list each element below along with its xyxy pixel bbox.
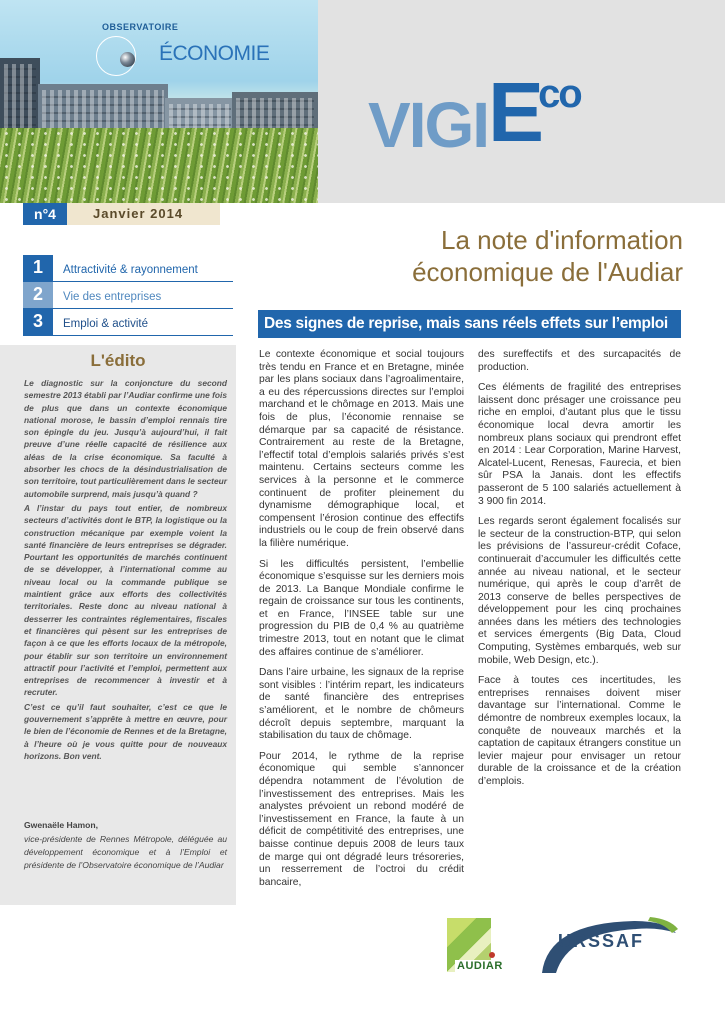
masthead-co: co (538, 72, 581, 116)
title-line-1: La note d'information (440, 225, 683, 255)
observatoire-label: OBSERVATOIRE (102, 22, 179, 32)
section-item-attractivite[interactable] (23, 255, 233, 282)
title-line-2: économique de l'Audiar (412, 257, 683, 287)
section-number: 1 (23, 255, 53, 281)
signer-role: vice-présidente de Rennes Métropole, déléguée au développement économique et à l’Emploi et présidente de l’Observatoire économique de l’Audiar (24, 834, 227, 870)
masthead-e: E (488, 65, 543, 159)
edito-paragraph: Le diagnostic sur la conjoncture du second semestre 2013 établi par l’Audiar confirme une fois de plus que dans un contexte économique national morose, le bassin d’emploi rennais tire son épingle du jeu. Jusqu’à aujourd’hui, il fait preuve d’une réelle capacité de résilience aux aléas de la crise économique. Sa faculté à absorber les chocs de la désindustrialisation de son territoire, tout particulièrement dans le secteur automobile surprend, mais jusqu’à quand ? (24, 378, 227, 499)
edito-box (0, 345, 236, 905)
section-list (23, 255, 233, 336)
edito-paragraph: C’est ce qu’il faut souhaiter, c’est ce que le gouvernement s’apprête à mettre en œuvre, pour le bien de l’économie de Rennes et de la Bretagne, à l’heure où je vous quitte pour de nouveaux horizons. Bon vent. (24, 701, 227, 761)
urssaf-logo (530, 915, 680, 975)
article-column-2 (478, 349, 681, 797)
section-label: Emploi & activité (63, 318, 149, 330)
observatoire-logo (96, 22, 276, 82)
issue-bar (23, 203, 220, 225)
article-headline: Des signes de reprise, mais sans réels effets sur l’emploi (258, 310, 681, 338)
urssaf-logo-text: URSSAF (558, 931, 645, 951)
header-photo (0, 0, 318, 203)
article-paragraph: Si les difficultés persistent, l’embellie économique s’esquisse sur les derniers mois de 2013. La Banque Mondiale confirme le regain de croissance sur tous les continents, et en France, l’INSEE table sur une progression du PIB de 0,4 % au quatrième trimestre 2013, tout en notant que le climat des affaires continue de s’améliorer. (259, 558, 464, 658)
article-paragraph: Face à toutes ces incertitudes, les entreprises rennaises doivent miser davantage sur l’international. Comme le démontre de nombreux exemples locaux, la conquête de nouveaux marchés et la captation de capitaux étrangers constitue un levier majeur pour envisager un retour durable de la croissance et de la création d’emplois. (478, 675, 681, 787)
edito-signature (24, 819, 227, 872)
audiar-logo (447, 918, 537, 974)
edito-heading: L'édito (90, 351, 146, 370)
section-item-emploi[interactable] (23, 309, 233, 336)
masthead (318, 0, 725, 203)
section-number: 3 (23, 309, 53, 335)
audiar-dot-icon (489, 952, 495, 958)
edito-paragraph: A l’instar du pays tout entier, de nombreux secteurs d’activités dont le BTP, la logistique ou la construction mécanique par exemple voient la santé financière de leurs entreprises se dégrader. Pourtant les opportunités de marchés continuent de se développer, à l’international comme au niveau local ou la commande publique se maintient grâce aux efforts des collectivités territoriales. Reste donc au niveau national à desserrer les contraintes réglementaires, fiscales et financières qui pèsent sur les entreprises de façon à ce que les efforts locaux de la métropole, pour établir sur son territoire un environnement attractif pour l’activité et l’emploi, permettent aux entreprises de recommencer à investir et à recruter. (24, 502, 227, 698)
issue-number: n°4 (23, 203, 67, 225)
grass-image (0, 128, 318, 203)
article-column-1 (259, 349, 464, 897)
article-paragraph: Ces éléments de fragilité des entreprises laissent donc présager une croissance peu riche en emploi, d’autant plus que le tissu économique local devra amortir les nombreux plans sociaux qui prendront effet en 2014 : Lear Corporation, Marine Harvest, Alcatel-Lucent, Renesas, Faurecia, et bien sûr PSA la Janais. dont les effectifs passeront de 5 100 salariés actuellement à 3 900 fin 2014. (478, 382, 681, 507)
globe-icon (120, 52, 135, 67)
signer-name: Gwenaële Hamon, (24, 820, 99, 830)
issue-date: Janvier 2014 (93, 206, 184, 221)
article-paragraph: des sureffectifs et des surcapacités de production. (478, 349, 681, 373)
article-paragraph: Dans l’aire urbaine, les signaux de la reprise sont visibles : l’intérim repart, les indicateurs de santé financière des entreprises s’améliorent, et le nombre de chômeurs décroît depuis septembre, marquant la stabilisation du taux de chômage. (259, 667, 464, 742)
article-paragraph: Les regards seront également focalisés sur le secteur de la construction-BTP, qui selon les prévisions de l’assureur-crédit Coface, continuerait d’accumuler les difficultés cette année au niveau national, et le secteur numérique, qui après le coup d’arrêt de 2013 conserve de belles perspectives de développement pour les cinq prochaines années dans les métiers des technologies et services émergents (Big Data, Cloud Computing, Systèmes embarqués, web sur mobile, Web Design, etc.). (478, 516, 681, 666)
masthead-vigi: VIGI (368, 89, 489, 161)
article-paragraph: Pour 2014, le rythme de la reprise économique qui semble s’annoncer dépendra notamment de l’évolution de l’investissement des entreprises. Mais les analystes prévoient un rebond modéré de l’investissement en France, la faute à un déficit de compétitivité des entreprises, une baisse continue depuis 2008 de leurs taux de marge qui ont dégradé leurs trésoreries, un resserrement de l’octroi du crédit bancaire, (259, 750, 464, 888)
masthead-logo (368, 65, 585, 167)
section-label: Vie des entreprises (63, 291, 162, 303)
edito-body (24, 377, 227, 764)
article-paragraph: Le contexte économique et social toujours très tendu en France et en Bretagne, minée par les plans sociaux dans l’agroalimentaire, a eu des répercussions directes sur l’emploi marchand et le chômage en 2013. Mais une fois de plus, l’économie rennaise se démarque par sa capacité de résistance. Contrairement au reste de la Bretagne, l’effectif total d’emplois salariés privés s’est maintenu. Certains secteurs comme les services à la personne et le commerce continuent de profiter pleinement du dynamisme démographique local, et compensent l’érosion continue des effectifs industriels ou le coup de frein observé dans la filière numérique. (259, 349, 464, 549)
observatoire-title: ÉCONOMIE (159, 42, 270, 65)
page-title (412, 224, 683, 288)
section-item-entreprises[interactable] (23, 282, 233, 309)
section-label: Attractivité & rayonnement (63, 264, 198, 276)
section-number: 2 (23, 282, 53, 308)
audiar-logo-text: AUDIAR (457, 960, 503, 972)
